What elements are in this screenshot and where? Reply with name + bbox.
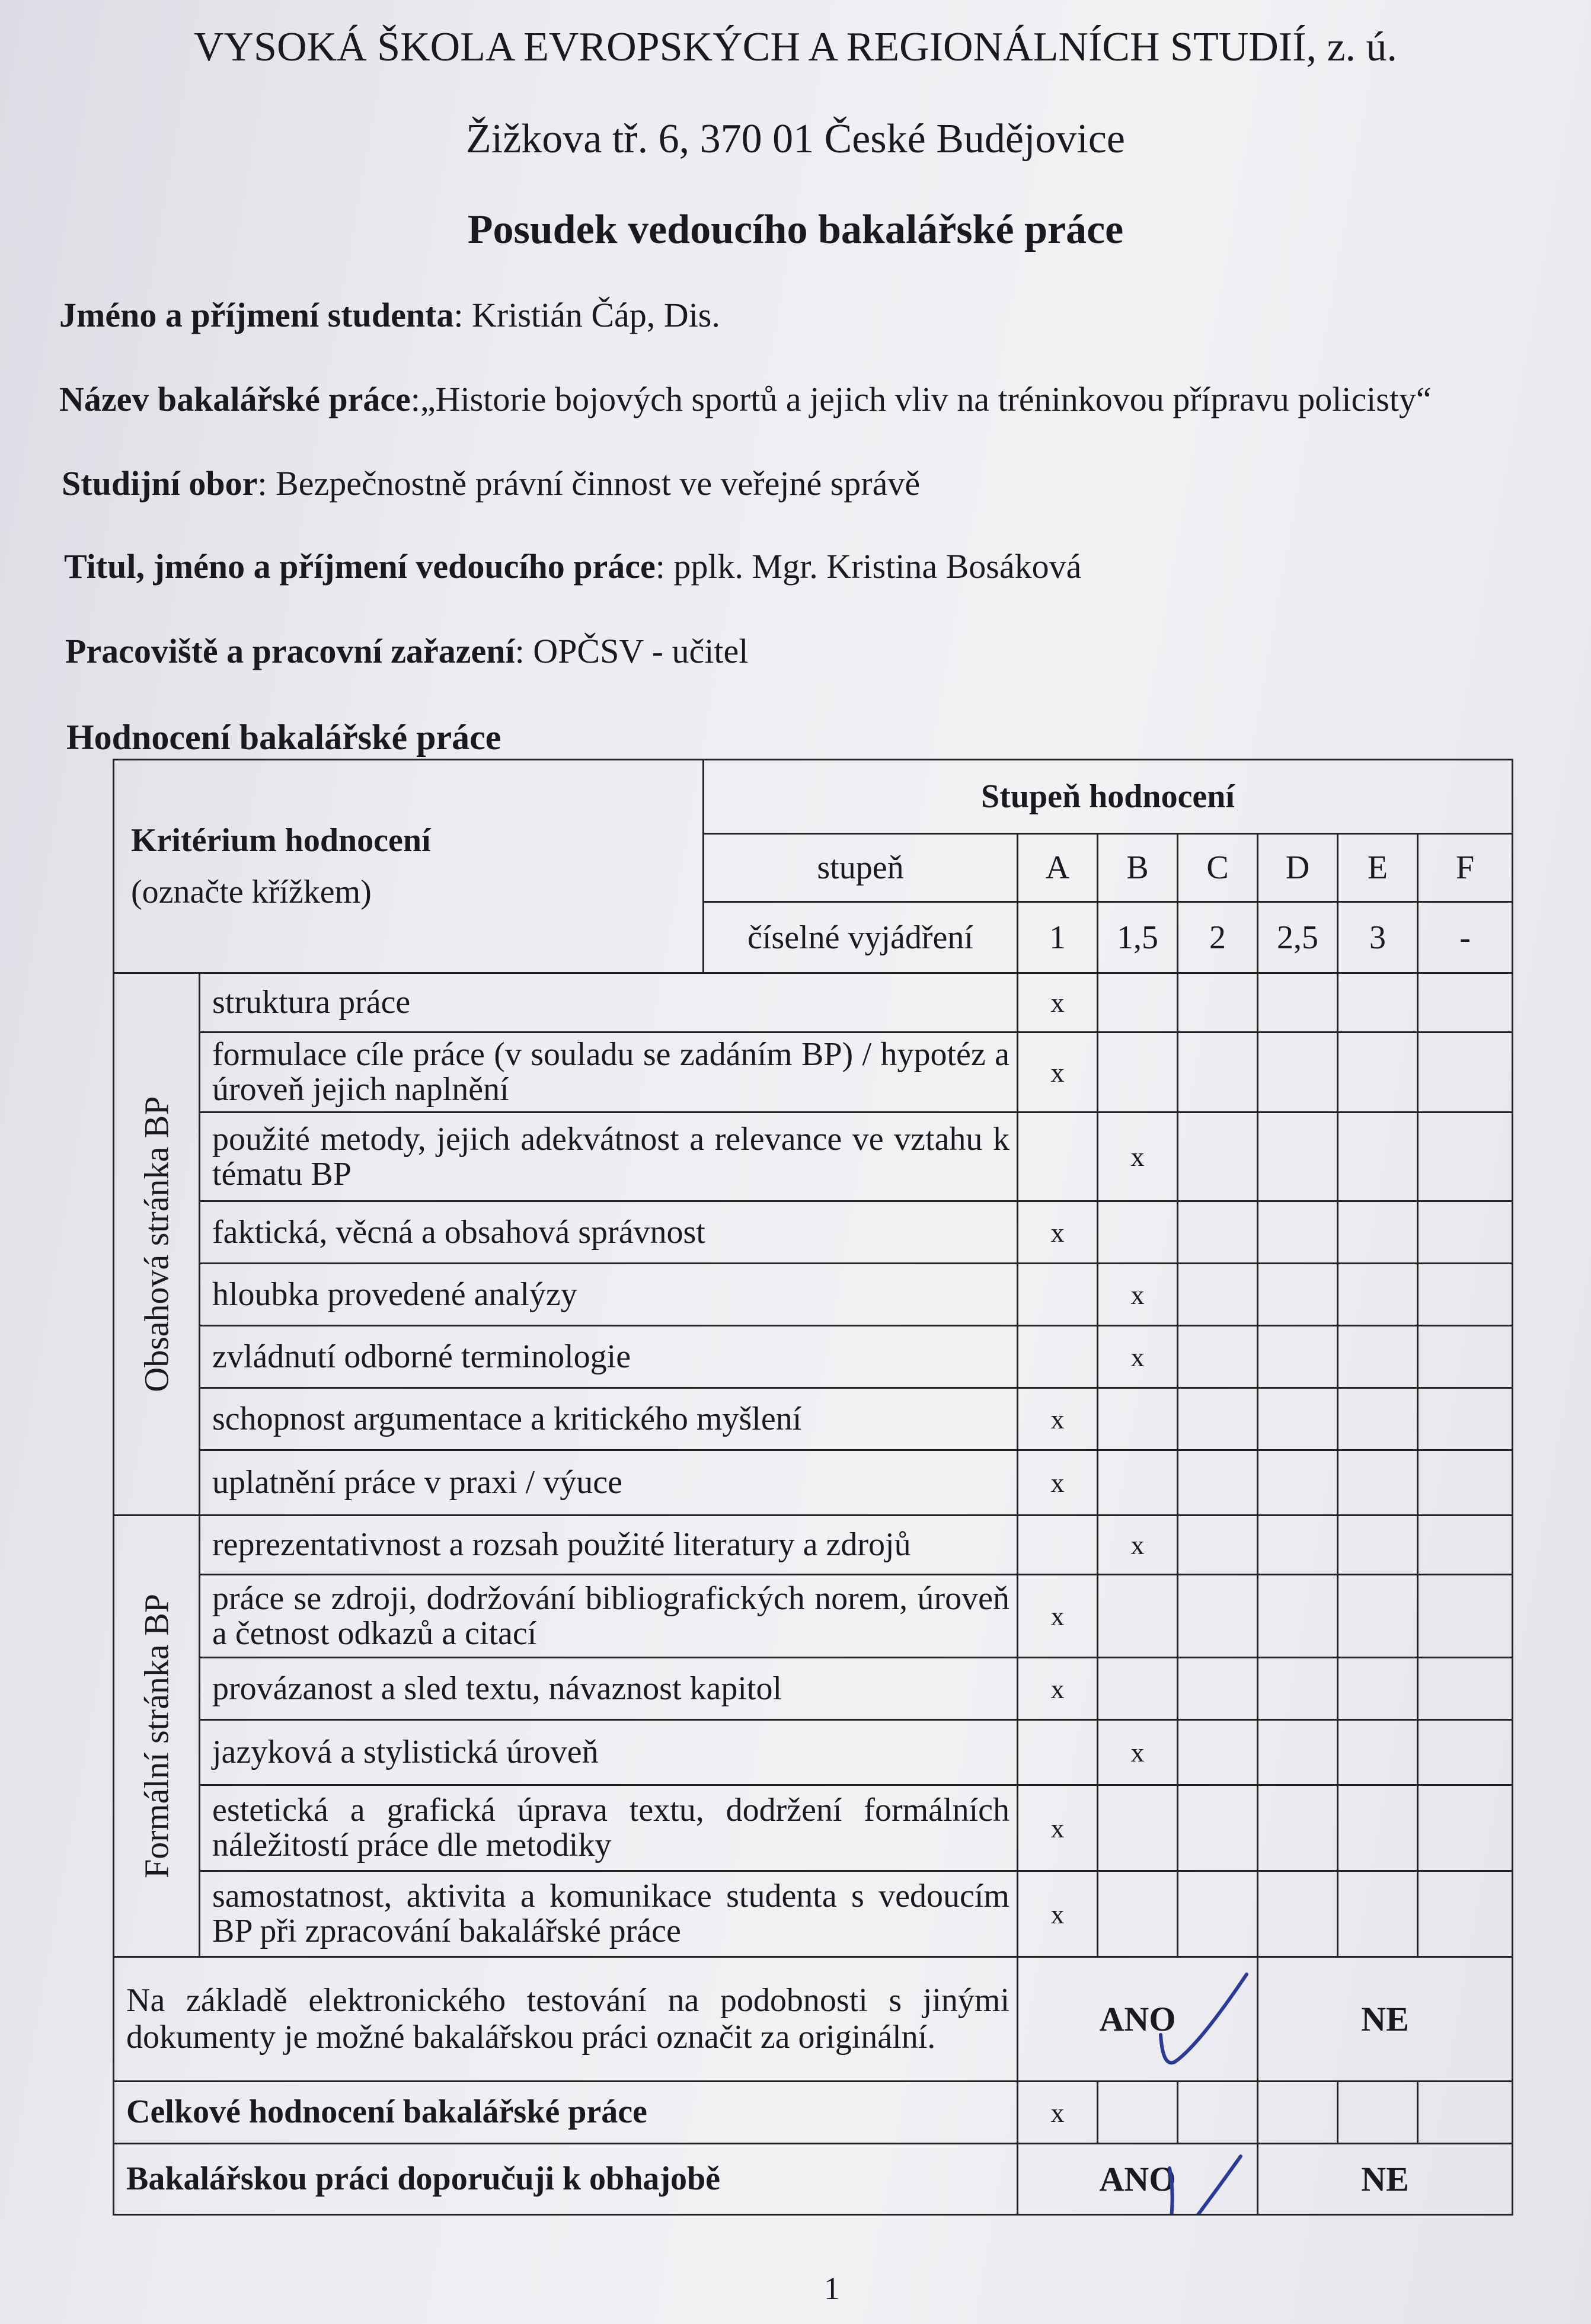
grade-d-cell[interactable] bbox=[1258, 1720, 1338, 1785]
grade-number: 3 bbox=[1338, 902, 1418, 973]
grade-f-cell[interactable] bbox=[1418, 1264, 1513, 1326]
overall-grade-b-cell[interactable] bbox=[1098, 2082, 1178, 2144]
field-separator: : bbox=[655, 547, 674, 586]
field-label: Pracoviště a pracovní zařazení bbox=[65, 632, 515, 670]
grade-label: B bbox=[1098, 834, 1178, 902]
page-number: 1 bbox=[824, 2271, 840, 2306]
grade-d-cell[interactable] bbox=[1258, 1785, 1338, 1871]
criterion-header bbox=[114, 760, 704, 973]
field-value: Kristián Čáp, Dis. bbox=[472, 296, 720, 334]
institution-name: VYSOKÁ ŠKOLA EVROPSKÝCH A REGIONÁLNÍCH STUDIÍ, z. ú. bbox=[193, 24, 1398, 70]
grade-b-cell[interactable] bbox=[1098, 1785, 1178, 1871]
grade-d-cell[interactable] bbox=[1258, 1450, 1338, 1516]
grade-a-cell[interactable] bbox=[1018, 1516, 1098, 1575]
grade-e-cell[interactable] bbox=[1338, 1113, 1418, 1201]
grade-a-cell[interactable] bbox=[1018, 1113, 1098, 1201]
grade-label: F bbox=[1418, 834, 1513, 902]
grade-number: 2 bbox=[1178, 902, 1258, 973]
criterion-text: struktura práce bbox=[200, 973, 1018, 1032]
grade-c-cell[interactable] bbox=[1178, 1720, 1258, 1785]
grade-label: D bbox=[1258, 834, 1338, 902]
grade-f-cell[interactable] bbox=[1418, 1785, 1513, 1871]
grade-d-cell[interactable] bbox=[1258, 1032, 1338, 1113]
grade-c-cell[interactable] bbox=[1178, 1658, 1258, 1720]
grade-e-cell[interactable] bbox=[1338, 1658, 1418, 1720]
grade-f-cell[interactable] bbox=[1418, 1201, 1513, 1264]
grade-b-cell[interactable] bbox=[1098, 1575, 1178, 1658]
institution-address: Žižkova tř. 6, 370 01 České Budějovice bbox=[466, 116, 1125, 162]
grade-e-cell[interactable] bbox=[1338, 1201, 1418, 1264]
grade-label: C bbox=[1178, 834, 1258, 902]
criterion-text: samostatnost, aktivita a komunikace studenta s vedoucím BP při zpracování bakalářské práce bbox=[200, 1871, 1018, 1957]
grade-a-cell[interactable]: x bbox=[1018, 1871, 1098, 1957]
field-separator: : bbox=[515, 632, 533, 670]
grade-c-cell[interactable] bbox=[1178, 1450, 1258, 1516]
grade-f-cell[interactable] bbox=[1418, 1658, 1513, 1720]
grade-f-cell[interactable] bbox=[1418, 1326, 1513, 1388]
field-value: OPČSV - učitel bbox=[533, 632, 749, 670]
grade-a-cell[interactable]: x bbox=[1018, 1201, 1098, 1264]
evaluation-heading: Hodnocení bakalářské práce bbox=[66, 718, 501, 757]
grade-c-cell[interactable] bbox=[1178, 1871, 1258, 1957]
grade-c-cell[interactable] bbox=[1178, 1575, 1258, 1658]
criterion-text: provázanost a sled textu, návaznost kapitol bbox=[200, 1658, 1018, 1720]
grade-b-cell[interactable]: x bbox=[1098, 1720, 1178, 1785]
grade-number: 2,5 bbox=[1258, 902, 1338, 973]
section-formal-label bbox=[114, 1516, 200, 1957]
grade-d-cell[interactable] bbox=[1258, 1264, 1338, 1326]
recommendation-no-option[interactable]: NE bbox=[1258, 2144, 1513, 2215]
supervisor-field bbox=[64, 546, 1081, 586]
overall-grade-e-cell[interactable] bbox=[1338, 2082, 1418, 2144]
grade-b-cell[interactable]: x bbox=[1098, 1326, 1178, 1388]
grade-f-cell[interactable] bbox=[1418, 1113, 1513, 1201]
document-title: Posudek vedoucího bakalářské práce bbox=[467, 207, 1124, 252]
section-name: Formální stránka BP bbox=[137, 1593, 176, 1879]
grade-a-cell[interactable]: x bbox=[1018, 1450, 1098, 1516]
field-label: Studijní obor bbox=[62, 464, 258, 503]
grade-e-cell[interactable] bbox=[1338, 1785, 1418, 1871]
grade-a-cell[interactable]: x bbox=[1018, 1785, 1098, 1871]
grade-number: 1,5 bbox=[1098, 902, 1178, 973]
field-separator: : bbox=[453, 296, 472, 334]
field-label: Název bakalářské práce bbox=[59, 380, 411, 418]
grade-number: - bbox=[1418, 902, 1513, 973]
originality-yes-option[interactable] bbox=[1018, 1957, 1258, 2082]
grade-e-cell[interactable] bbox=[1338, 1032, 1418, 1113]
grade-e-cell[interactable] bbox=[1338, 1326, 1418, 1388]
grade-d-cell[interactable] bbox=[1258, 1516, 1338, 1575]
grade-d-cell[interactable] bbox=[1258, 1871, 1338, 1957]
grade-row-label: stupeň bbox=[704, 834, 1018, 902]
grade-f-cell[interactable] bbox=[1418, 973, 1513, 1032]
originality-yes-label: ANO bbox=[1099, 2000, 1176, 2038]
grade-b-cell[interactable] bbox=[1098, 1871, 1178, 1957]
grade-c-cell[interactable] bbox=[1178, 1113, 1258, 1201]
overall-grade-d-cell[interactable] bbox=[1258, 2082, 1338, 2144]
criterion-text: schopnost argumentace a kritického myšlení bbox=[200, 1388, 1018, 1450]
grade-label: E bbox=[1338, 834, 1418, 902]
grade-e-cell[interactable] bbox=[1338, 1450, 1418, 1516]
grade-d-cell[interactable] bbox=[1258, 1113, 1338, 1201]
originality-no-option[interactable]: NE bbox=[1258, 1957, 1513, 2082]
criterion-note: (označte křížkem) bbox=[131, 873, 372, 910]
criterion-text: estetická a grafická úprava textu, dodržení formálních náležitostí práce dle metodiky bbox=[200, 1785, 1018, 1871]
student-name-field bbox=[59, 295, 720, 335]
study-program-field bbox=[62, 463, 920, 503]
grade-a-cell[interactable] bbox=[1018, 1264, 1098, 1326]
grade-f-cell[interactable] bbox=[1418, 1516, 1513, 1575]
grade-f-cell[interactable] bbox=[1418, 1720, 1513, 1785]
grade-c-cell[interactable] bbox=[1178, 1201, 1258, 1264]
overall-label: Celkové hodnocení bakalářské práce bbox=[114, 2082, 1018, 2144]
grade-d-cell[interactable] bbox=[1258, 1201, 1338, 1264]
grade-d-cell[interactable] bbox=[1258, 1326, 1338, 1388]
grade-c-cell[interactable] bbox=[1178, 1516, 1258, 1575]
thesis-title-field bbox=[59, 379, 1432, 419]
criterion-text: jazyková a stylistická úroveň bbox=[200, 1720, 1018, 1785]
overall-grade-f-cell[interactable] bbox=[1418, 2082, 1513, 2144]
grade-e-cell[interactable] bbox=[1338, 1720, 1418, 1785]
grade-d-cell[interactable] bbox=[1258, 1658, 1338, 1720]
grade-a-cell[interactable] bbox=[1018, 1720, 1098, 1785]
grade-f-cell[interactable] bbox=[1418, 1450, 1513, 1516]
grade-f-cell[interactable] bbox=[1418, 1871, 1513, 1957]
grade-b-cell[interactable] bbox=[1098, 1201, 1178, 1264]
grade-b-cell[interactable] bbox=[1098, 1388, 1178, 1450]
recommendation-yes-label: ANO bbox=[1099, 2160, 1176, 2198]
grade-b-cell[interactable]: x bbox=[1098, 1264, 1178, 1326]
overall-grade-a-cell[interactable]: x bbox=[1018, 2082, 1098, 2144]
grade-b-cell[interactable]: x bbox=[1098, 1113, 1178, 1201]
field-label: Jméno a příjmení studenta bbox=[59, 296, 454, 334]
grade-a-cell[interactable]: x bbox=[1018, 1032, 1098, 1113]
grade-a-cell[interactable]: x bbox=[1018, 1388, 1098, 1450]
grade-c-cell[interactable] bbox=[1178, 973, 1258, 1032]
workplace-field bbox=[65, 631, 748, 671]
grade-c-cell[interactable] bbox=[1178, 1785, 1258, 1871]
overall-grade-c-cell[interactable] bbox=[1178, 2082, 1258, 2144]
checkmark-icon bbox=[1125, 1964, 1255, 2076]
field-value: pplk. Mgr. Kristina Bosáková bbox=[673, 547, 1082, 586]
grade-b-cell[interactable]: x bbox=[1098, 1516, 1178, 1575]
field-label: Titul, jméno a příjmení vedoucího práce bbox=[64, 547, 656, 586]
grade-c-cell[interactable] bbox=[1178, 1388, 1258, 1450]
criterion-text: faktická, věcná a obsahová správnost bbox=[200, 1201, 1018, 1264]
grade-c-cell[interactable] bbox=[1178, 1032, 1258, 1113]
grade-a-cell[interactable]: x bbox=[1018, 1575, 1098, 1658]
section-name: Obsahová stránka BP bbox=[137, 1096, 176, 1392]
field-value: „Historie bojových sportů a jejich vliv na tréninkovou přípravu policisty“ bbox=[420, 380, 1432, 418]
grade-e-cell[interactable] bbox=[1338, 1575, 1418, 1658]
grade-a-cell[interactable]: x bbox=[1018, 1658, 1098, 1720]
criterion-text: uplatnění práce v praxi / výuce bbox=[200, 1450, 1018, 1516]
criterion-text: práce se zdroji, dodržování bibliografických norem, úroveň a četnost odkazů a citací bbox=[200, 1575, 1018, 1658]
grade-e-cell[interactable] bbox=[1338, 1388, 1418, 1450]
grade-c-cell[interactable] bbox=[1178, 1326, 1258, 1388]
grade-e-cell[interactable] bbox=[1338, 973, 1418, 1032]
grade-b-cell[interactable] bbox=[1098, 1658, 1178, 1720]
grade-c-cell[interactable] bbox=[1178, 1264, 1258, 1326]
criterion-text: reprezentativnost a rozsah použité literatury a zdrojů bbox=[200, 1516, 1018, 1575]
grade-b-cell[interactable] bbox=[1098, 973, 1178, 1032]
grade-b-cell[interactable] bbox=[1098, 1450, 1178, 1516]
grade-e-cell[interactable] bbox=[1338, 1871, 1418, 1957]
grade-e-cell[interactable] bbox=[1338, 1264, 1418, 1326]
grade-d-cell[interactable] bbox=[1258, 973, 1338, 1032]
evaluation-table bbox=[113, 759, 1513, 2216]
grade-label: A bbox=[1018, 834, 1098, 902]
number-row-label: číselné vyjádření bbox=[704, 902, 1018, 973]
originality-text: Na základě elektronického testování na podobnosti s jinými dokumenty je možné bakalářskou práci označit za originální. bbox=[114, 1957, 1018, 2082]
grade-b-cell[interactable] bbox=[1098, 1032, 1178, 1113]
grade-header: Stupeň hodnocení bbox=[704, 760, 1513, 834]
recommendation-yes-option[interactable] bbox=[1018, 2144, 1258, 2215]
criterion-text: formulace cíle práce (v souladu se zadáním BP) / hypotéz a úroveň jejich naplnění bbox=[200, 1032, 1018, 1113]
grade-a-cell[interactable]: x bbox=[1018, 973, 1098, 1032]
grade-f-cell[interactable] bbox=[1418, 1388, 1513, 1450]
criterion-text: hloubka provedené analýzy bbox=[200, 1264, 1018, 1326]
field-value: Bezpečnostně právní činnost ve veřejné správě bbox=[276, 464, 921, 503]
criterion-text: zvládnutí odborné terminologie bbox=[200, 1326, 1018, 1388]
checkmark-icon bbox=[1128, 2144, 1247, 2215]
grade-d-cell[interactable] bbox=[1258, 1575, 1338, 1658]
section-content-label bbox=[114, 973, 200, 1516]
grade-a-cell[interactable] bbox=[1018, 1326, 1098, 1388]
recommendation-label: Bakalářskou práci doporučuji k obhajobě bbox=[114, 2144, 1018, 2215]
grade-d-cell[interactable] bbox=[1258, 1388, 1338, 1450]
grade-number: 1 bbox=[1018, 902, 1098, 973]
grade-f-cell[interactable] bbox=[1418, 1575, 1513, 1658]
criterion-title: Kritérium hodnocení bbox=[131, 821, 431, 859]
field-separator: : bbox=[410, 380, 420, 418]
grade-f-cell[interactable] bbox=[1418, 1032, 1513, 1113]
grade-e-cell[interactable] bbox=[1338, 1516, 1418, 1575]
criterion-text: použité metody, jejich adekvátnost a relevance ve vztahu k tématu BP bbox=[200, 1113, 1018, 1201]
field-separator: : bbox=[257, 464, 276, 503]
